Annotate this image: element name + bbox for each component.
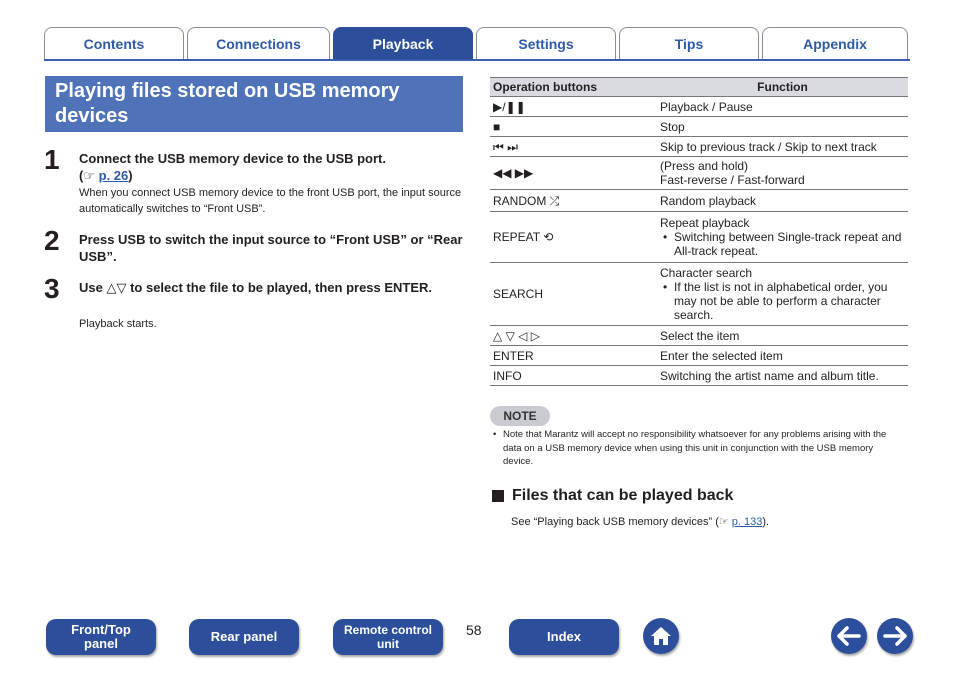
front-top-panel-button[interactable] [46, 619, 156, 655]
table-header-buttons: Operation buttons [490, 78, 657, 97]
step-description: When you connect USB memory device to the front USB port, the input source automatically switches to “Front USB”. [79, 187, 462, 215]
tab-baseline [44, 59, 910, 61]
function-cell: Skip to previous track / Skip to next track [657, 137, 908, 157]
step-title [79, 279, 449, 296]
step-number: 3 [44, 273, 60, 304]
function-bullet: • If the list is not in alphabetical order, you may not be able to perform a character search. [660, 280, 905, 322]
function-cell: Enter the selected item [657, 346, 908, 366]
step-title: Connect the USB memory device to the USB port. (☞ p. 26) [79, 151, 386, 183]
step-title-text: to select the file to be played, then press ENTER. [126, 280, 433, 295]
function-line: Repeat playback [660, 216, 750, 230]
table-row [490, 157, 908, 190]
table-row [490, 137, 908, 157]
index-button[interactable]: Index [509, 619, 619, 655]
function-cell: Switching the artist name and album title. [657, 366, 908, 386]
cursor-buttons-icon: △ ▽ ◁ ▷ [490, 326, 657, 346]
step-title-text: Use [79, 280, 107, 295]
arrow-left-icon [836, 626, 862, 646]
sub-text-prefix: See “Playing back USB memory devices” ( [511, 516, 719, 528]
step-number: 1 [44, 144, 60, 175]
section-title: Playing files stored on USB memory devices [45, 76, 463, 132]
page-link[interactable]: p. 133 [731, 516, 763, 528]
function-cell [657, 157, 908, 190]
function-cell [657, 263, 908, 326]
next-page-button[interactable] [877, 618, 913, 654]
table-header-function: Function [657, 78, 908, 97]
cursor-arrows-icon: △▽ [106, 280, 127, 295]
arrow-right-icon [882, 626, 908, 646]
step-number: 2 [44, 225, 60, 256]
function-cell: Select the item [657, 326, 908, 346]
rear-panel-button[interactable]: Rear panel [189, 619, 299, 655]
table-row [490, 263, 908, 326]
table-row [490, 190, 908, 212]
info-button-label: INFO [490, 366, 657, 386]
page-number: 58 [466, 622, 482, 638]
table-row [490, 97, 908, 117]
home-icon [649, 625, 673, 647]
reference-icon: ☞ [83, 168, 95, 183]
note-badge: NOTE [490, 406, 550, 426]
random-button-label: RANDOM ⤮ [490, 190, 657, 212]
step-3 [44, 273, 464, 339]
function-line: (Press and hold) [660, 159, 749, 173]
function-cell: Stop [657, 117, 908, 137]
table-row [490, 346, 908, 366]
table-row [490, 366, 908, 386]
page-link[interactable]: p. 26 [98, 168, 129, 183]
sub-text-suffix: ). [762, 516, 770, 528]
front-top-panel-label: Front/Top panel [71, 622, 131, 651]
remote-control-unit-label: Remote control unit [343, 623, 432, 651]
step-description: Playback starts. [79, 318, 157, 330]
home-button[interactable] [643, 618, 679, 654]
tab-connections[interactable]: Connections [187, 27, 330, 60]
previous-page-button[interactable] [831, 618, 867, 654]
enter-button-label: ENTER [490, 346, 657, 366]
table-row [490, 117, 908, 137]
stop-icon: ■ [490, 117, 657, 137]
sub-heading [492, 487, 733, 505]
table-row [490, 212, 908, 263]
step-2 [44, 225, 464, 271]
tab-contents[interactable]: Contents [44, 27, 184, 60]
function-line: Character search [660, 266, 753, 280]
search-button-label: SEARCH [490, 263, 657, 326]
tab-bar [44, 27, 910, 61]
function-bullet: • Switching between Single-track repeat and All-track repeat. [660, 230, 905, 258]
remote-control-unit-button[interactable] [333, 619, 443, 655]
square-bullet-icon [492, 490, 504, 502]
repeat-button-label: REPEAT ⟲ [490, 212, 657, 263]
sub-text [511, 515, 769, 528]
tab-playback[interactable]: Playback [333, 27, 473, 60]
play-pause-icon: ▶/❚❚ [490, 97, 657, 117]
function-cell [657, 212, 908, 263]
step-1 [44, 144, 464, 220]
operation-table [490, 77, 908, 386]
step-title: Press USB to switch the input source to “Front USB” or “Rear USB”. [79, 232, 463, 264]
function-cell: Random playback [657, 190, 908, 212]
function-cell: Playback / Pause [657, 97, 908, 117]
tab-tips[interactable]: Tips [619, 27, 759, 60]
reference-icon: ☞ [718, 516, 732, 528]
step-title-text: Connect the USB memory device to the USB port. [79, 151, 386, 166]
skip-icon: ⏮ ⏭ [490, 137, 657, 157]
table-row [490, 326, 908, 346]
sub-heading-text: Files that can be played back [512, 487, 734, 504]
note-text: • Note that Marantz will accept no responsibility whatsoever for any problems arising with the data on a USB memory device when using this unit in conjunction with the USB memory device. [492, 428, 902, 469]
tab-appendix[interactable]: Appendix [762, 27, 908, 60]
function-line: Fast-reverse / Fast-forward [660, 173, 805, 187]
tab-settings[interactable]: Settings [476, 27, 616, 60]
fast-forward-rewind-icon: ◀◀ ▶▶ [490, 157, 657, 190]
